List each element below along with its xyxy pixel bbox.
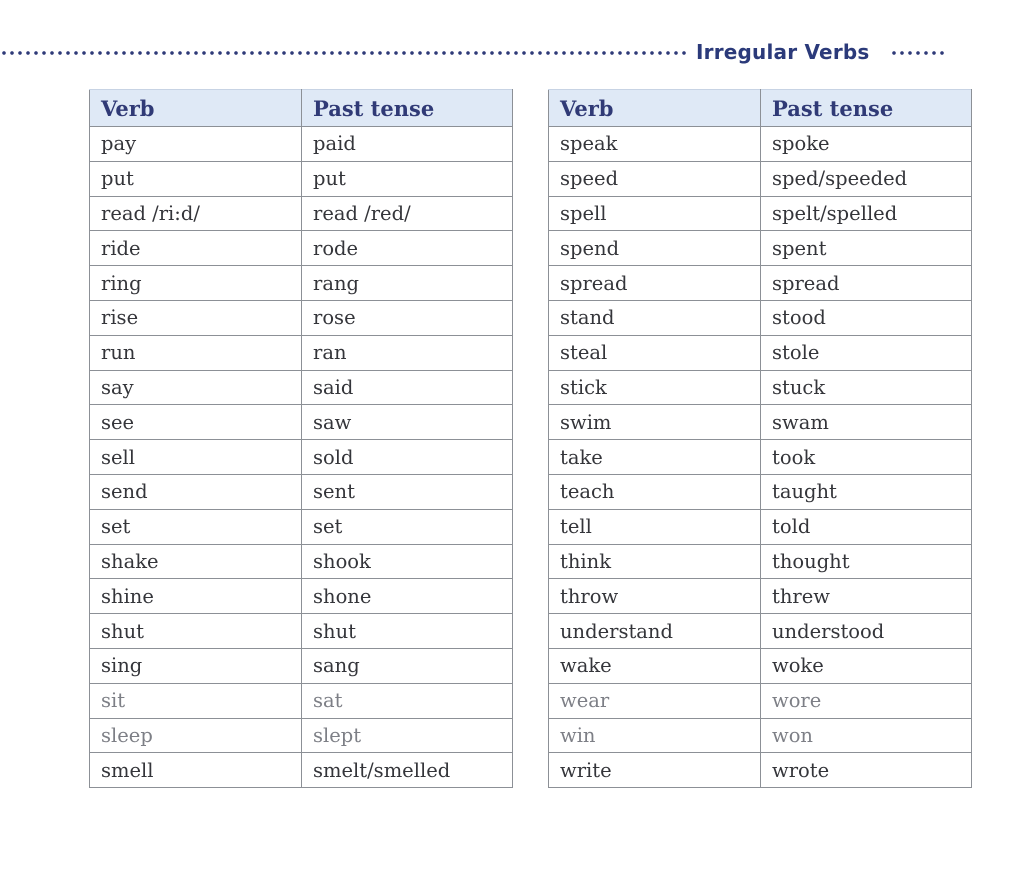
- verb-cell: speed: [549, 161, 761, 196]
- verb-cell: steal: [549, 335, 761, 370]
- table-row: [90, 474, 513, 509]
- verb-cell: sleep: [90, 718, 302, 753]
- table-row: [90, 440, 513, 475]
- column-header-verb: Verb: [549, 90, 761, 127]
- past-tense-cell: sold: [302, 440, 513, 475]
- verb-cell: rise: [90, 300, 302, 335]
- verbs-table-right: [548, 89, 972, 788]
- verb-cell: win: [549, 718, 761, 753]
- verb-cell: shut: [90, 614, 302, 649]
- table-row: [90, 231, 513, 266]
- past-tense-cell: took: [761, 440, 972, 475]
- verb-cell: wear: [549, 683, 761, 718]
- past-tense-cell: spread: [761, 266, 972, 301]
- table-row: [549, 614, 972, 649]
- table-row: [549, 474, 972, 509]
- verb-cell: stand: [549, 300, 761, 335]
- verb-cell: see: [90, 405, 302, 440]
- table-row: [549, 335, 972, 370]
- past-tense-cell: shut: [302, 614, 513, 649]
- past-tense-cell: stood: [761, 300, 972, 335]
- table-row: [549, 300, 972, 335]
- table-row: [549, 579, 972, 614]
- table-row: [90, 753, 513, 788]
- past-tense-cell: ran: [302, 335, 513, 370]
- table-row: [549, 231, 972, 266]
- column-header-past-tense: Past tense: [302, 90, 513, 127]
- table-row: [90, 614, 513, 649]
- past-tense-cell: sat: [302, 683, 513, 718]
- table-body: [549, 127, 972, 788]
- verb-cell: swim: [549, 405, 761, 440]
- past-tense-cell: spelt/spelled: [761, 196, 972, 231]
- table-row: [90, 579, 513, 614]
- table-row: [549, 405, 972, 440]
- table-header-row: [90, 90, 513, 127]
- past-tense-cell: understood: [761, 614, 972, 649]
- table-row: [90, 509, 513, 544]
- verbs-table-left: [89, 89, 513, 788]
- column-header-past-tense: Past tense: [761, 90, 972, 127]
- past-tense-cell: rode: [302, 231, 513, 266]
- verb-cell: take: [549, 440, 761, 475]
- past-tense-cell: set: [302, 509, 513, 544]
- past-tense-cell: slept: [302, 718, 513, 753]
- verb-cell: read /ri:d/: [90, 196, 302, 231]
- table-row: [90, 683, 513, 718]
- past-tense-cell: stuck: [761, 370, 972, 405]
- verb-cell: put: [90, 161, 302, 196]
- past-tense-cell: put: [302, 161, 513, 196]
- table-body: [90, 127, 513, 788]
- verb-cell: speak: [549, 127, 761, 162]
- table-row: [90, 335, 513, 370]
- verb-cell: shine: [90, 579, 302, 614]
- verb-cell: spread: [549, 266, 761, 301]
- verb-cell: think: [549, 544, 761, 579]
- verb-cell: understand: [549, 614, 761, 649]
- past-tense-cell: stole: [761, 335, 972, 370]
- verb-cell: spend: [549, 231, 761, 266]
- table-row: [90, 544, 513, 579]
- table-row: [549, 648, 972, 683]
- past-tense-cell: shone: [302, 579, 513, 614]
- past-tense-cell: taught: [761, 474, 972, 509]
- past-tense-cell: told: [761, 509, 972, 544]
- past-tense-cell: smelt/smelled: [302, 753, 513, 788]
- verb-cell: smell: [90, 753, 302, 788]
- past-tense-cell: said: [302, 370, 513, 405]
- verb-cell: shake: [90, 544, 302, 579]
- table-row: [549, 509, 972, 544]
- past-tense-cell: swam: [761, 405, 972, 440]
- section-header: [0, 36, 960, 72]
- table-row: [90, 405, 513, 440]
- table-row: [90, 718, 513, 753]
- verb-cell: spell: [549, 196, 761, 231]
- past-tense-cell: threw: [761, 579, 972, 614]
- past-tense-cell: spent: [761, 231, 972, 266]
- table-row: [549, 161, 972, 196]
- past-tense-cell: woke: [761, 648, 972, 683]
- verb-cell: say: [90, 370, 302, 405]
- past-tense-cell: spoke: [761, 127, 972, 162]
- verb-cell: ring: [90, 266, 302, 301]
- table-row: [90, 648, 513, 683]
- past-tense-cell: sent: [302, 474, 513, 509]
- table-row: [549, 440, 972, 475]
- past-tense-cell: sped/speeded: [761, 161, 972, 196]
- past-tense-cell: rang: [302, 266, 513, 301]
- table-row: [90, 127, 513, 162]
- table-row: [549, 266, 972, 301]
- past-tense-cell: thought: [761, 544, 972, 579]
- verb-cell: write: [549, 753, 761, 788]
- past-tense-cell: read /red/: [302, 196, 513, 231]
- verb-cell: sell: [90, 440, 302, 475]
- past-tense-cell: wore: [761, 683, 972, 718]
- table-row: [90, 370, 513, 405]
- verb-cell: ride: [90, 231, 302, 266]
- table-row: [549, 683, 972, 718]
- table-row: [90, 161, 513, 196]
- verb-cell: sing: [90, 648, 302, 683]
- table-row: [549, 127, 972, 162]
- verb-cell: wake: [549, 648, 761, 683]
- verb-cell: tell: [549, 509, 761, 544]
- past-tense-cell: wrote: [761, 753, 972, 788]
- table-header-row: [549, 90, 972, 127]
- verb-cell: teach: [549, 474, 761, 509]
- table-row: [549, 753, 972, 788]
- table-row: [90, 300, 513, 335]
- table-row: [549, 370, 972, 405]
- verb-cell: throw: [549, 579, 761, 614]
- verb-cell: set: [90, 509, 302, 544]
- verb-cell: run: [90, 335, 302, 370]
- past-tense-cell: paid: [302, 127, 513, 162]
- dotted-rule-right: [890, 50, 948, 56]
- verb-cell: stick: [549, 370, 761, 405]
- dotted-rule-left: [0, 50, 688, 56]
- past-tense-cell: rose: [302, 300, 513, 335]
- table-row: [549, 544, 972, 579]
- past-tense-cell: saw: [302, 405, 513, 440]
- verb-cell: sit: [90, 683, 302, 718]
- past-tense-cell: sang: [302, 648, 513, 683]
- table-row: [549, 718, 972, 753]
- verb-cell: send: [90, 474, 302, 509]
- past-tense-cell: won: [761, 718, 972, 753]
- past-tense-cell: shook: [302, 544, 513, 579]
- verb-cell: pay: [90, 127, 302, 162]
- section-title: Irregular Verbs: [696, 40, 870, 64]
- table-row: [549, 196, 972, 231]
- table-row: [90, 196, 513, 231]
- column-header-verb: Verb: [90, 90, 302, 127]
- table-row: [90, 266, 513, 301]
